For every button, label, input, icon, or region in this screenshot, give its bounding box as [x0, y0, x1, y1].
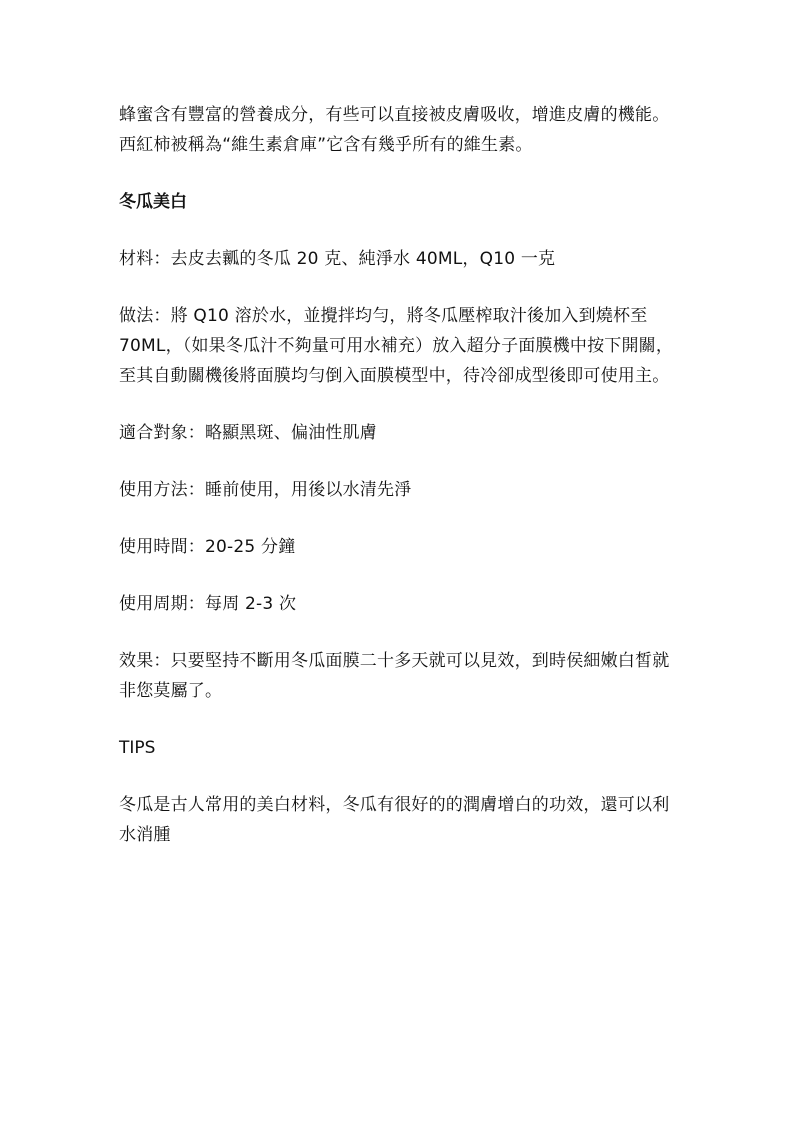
- materials-paragraph: 材料：去皮去瓤的冬瓜 20 克、純淨水 40ML，Q10 一克: [119, 249, 556, 269]
- suitable-for-paragraph: 適合對象：略顯黑斑、偏油性肌膚: [119, 423, 377, 443]
- method-paragraph: 做法：將 Q10 溶於水，並攪拌均勻，將冬瓜壓榨取汁後加入到燒杯至 70ML，（如果冬瓜汁不夠量可用水補充）放入超分子面膜機中按下開關，至其自動關機後將面膜均勻倒入面膜模型中，待冷卻成型後即可使用主。: [119, 306, 674, 386]
- tips-paragraph: 冬瓜是古人常用的美白材料，冬瓜有很好的的潤膚增白的功效，還可以利水消腫: [119, 795, 670, 845]
- tips-title: TIPS: [119, 738, 156, 758]
- document-page: [119, 100, 684, 877]
- frequency-paragraph: 使用周期：每周 2-3 次: [119, 594, 297, 614]
- duration-paragraph: 使用時間：20-25 分鐘: [119, 537, 296, 557]
- section-title: 冬瓜美白: [119, 192, 187, 212]
- usage-paragraph: 使用方法：睡前使用，用後以水清先淨: [119, 480, 412, 500]
- effect-paragraph: 效果：只要堅持不斷用冬瓜面膜二十多天就可以見效，到時侯細嫩白皙就非您莫屬了。: [119, 651, 670, 701]
- intro-paragraph: 蜂蜜含有豐富的營養成分，有些可以直接被皮膚吸收，增進皮膚的機能。西紅柿被稱為“維生素倉庫”它含有幾乎所有的維生素。: [119, 105, 670, 155]
